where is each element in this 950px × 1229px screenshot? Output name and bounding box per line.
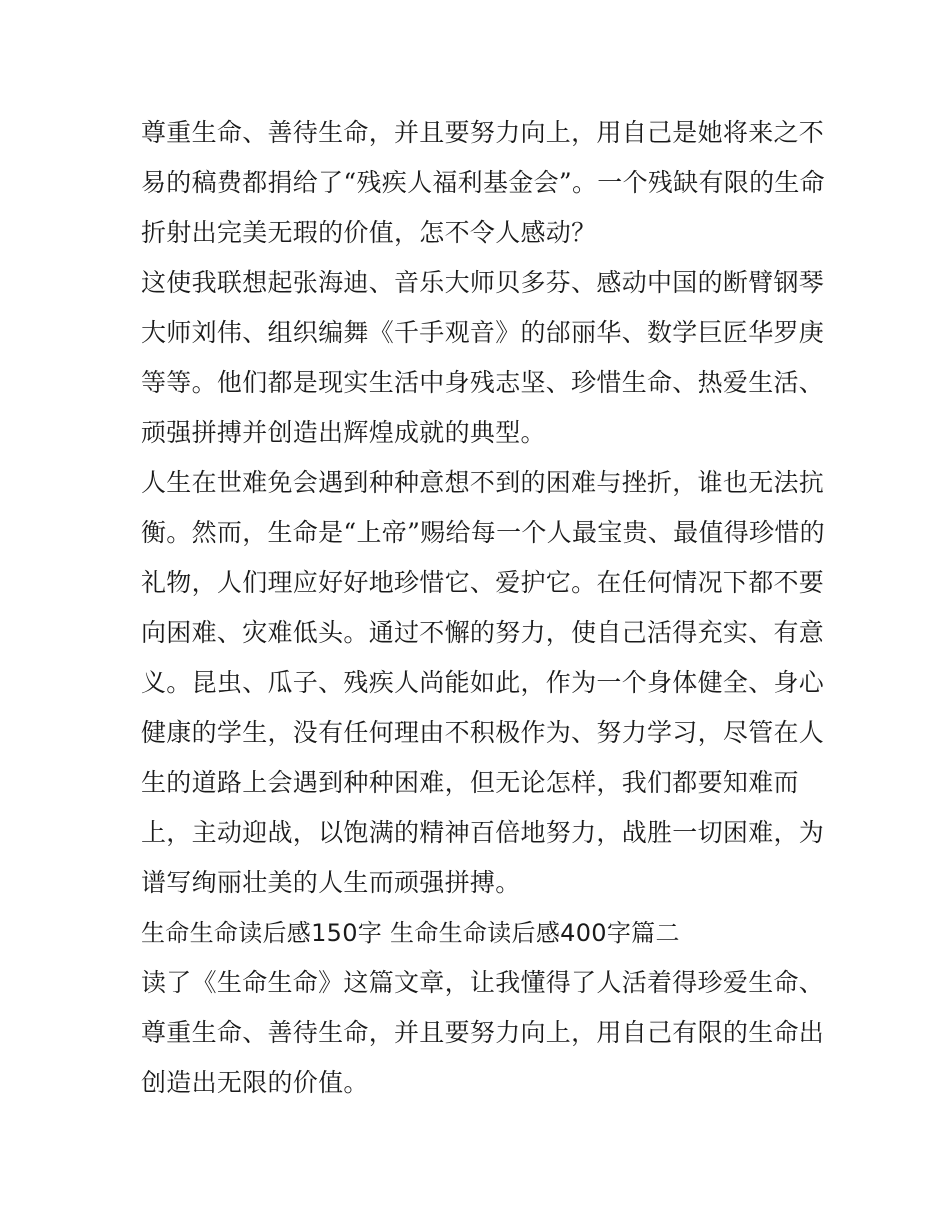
text-line: 顽强拼搏并创造出辉煌成就的典型。: [141, 418, 546, 447]
text-line: 生的道路上会遇到种种困难，但无论怎样，我们都要知难而: [141, 768, 799, 797]
text-line: 人生在世难免会遇到种种意想不到的困难与挫折，谁也无法抗: [141, 468, 825, 497]
text-line: 读了《生命生命》这篇文章，让我懂得了人活着得珍爱生命、: [141, 968, 825, 997]
text-line: 义。昆虫、瓜子、残疾人尚能如此，作为一个身体健全、身心: [141, 668, 825, 697]
text-line: 等等。他们都是现实生活中身残志坚、珍惜生命、热爱生活、: [141, 368, 825, 397]
text-line: 尊重生命、善待生命，并且要努力向上，用自己是她将来之不: [141, 118, 825, 147]
text-line: 折射出完美无瑕的价值，怎不令人感动？: [141, 218, 597, 247]
text-line: 礼物，人们理应好好地珍惜它、爱护它。在任何情况下都不要: [141, 568, 825, 597]
text-line: 易的稿费都捐给了“残疾人福利基金会”。一个残缺有限的生命: [141, 168, 825, 197]
text-line: 尊重生命、善待生命，并且要努力向上，用自己有限的生命出: [141, 1018, 825, 1047]
text-line: 健康的学生，没有任何理由不积极作为、努力学习，尽管在人: [141, 718, 825, 747]
document-body: [141, 108, 825, 1108]
text-line: 这使我联想起张海迪、音乐大师贝多芬、感动中国的断臂钢琴: [141, 268, 825, 297]
text-line: 创造出无限的价值。: [141, 1068, 369, 1097]
section-heading: 生命生命读后感150字 生命生命读后感400字篇二: [141, 919, 680, 947]
text-line: 向困难、灾难低头。通过不懈的努力，使自己活得充实、有意: [141, 618, 825, 647]
text-line: 上，主动迎战，以饱满的精神百倍地努力，战胜一切困难，为: [141, 818, 825, 847]
text-line: 衡。然而，生命是“上帝”赐给每一个人最宝贵、最值得珍惜的: [141, 518, 825, 547]
text-line: 谱写绚丽壮美的人生而顽强拼搏。: [141, 868, 521, 897]
text-line: 大师刘伟、组织编舞《千手观音》的邰丽华、数学巨匠华罗庚: [141, 318, 825, 347]
